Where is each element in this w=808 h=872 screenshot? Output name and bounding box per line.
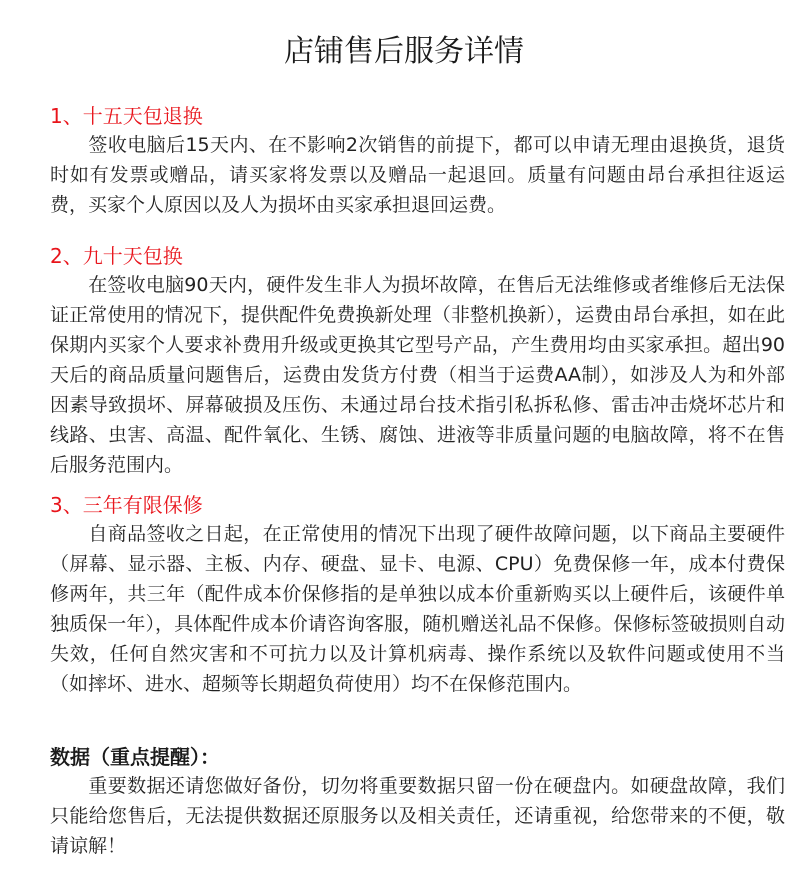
section-15-day-return bbox=[50, 102, 785, 220]
section-90-day-exchange bbox=[50, 242, 785, 480]
section-body bbox=[50, 270, 785, 480]
section-body-text: 在签收电脑90天内，硬件发生非人为损坏故障，在售后无法维修或者维修后无法保证正常使用的情况下，提供配件免费换新处理（非整机换新），运费由昂台承担，如在此保期内买家个人要求补费用升级或更换其它型号产品，产生费用均由买家承担。超出90天后的商品质量问题售后，运费由发货方付费（相当于运费AA制），如涉及人为和外部因素导致损坏、屏幕破损及压伤、未通过昂台技术指引私拆私修、雷击冲击烧坏芯片和线路、虫害、高温、配件氧化、生锈、腐蚀、进液等非质量问题的电脑故障，将不在售后服务范围内。 bbox=[50, 274, 785, 476]
section-body bbox=[50, 771, 785, 861]
section-data-reminder bbox=[50, 743, 785, 861]
section-heading: 3、三年有限保修 bbox=[50, 493, 203, 517]
section-heading: 1、十五天包退换 bbox=[50, 104, 203, 128]
section-body-text: 重要数据还请您做好备份，切勿将重要数据只留一份在硬盘内。如硬盘故障，我们只能给您售后，无法提供数据还原服务以及相关责任，还请重视，给您带来的不便，敬请谅解！ bbox=[50, 775, 785, 857]
section-body bbox=[50, 519, 785, 699]
section-body-text: 自商品签收之日起，在正常使用的情况下出现了硬件故障问题，以下商品主要硬件（屏幕、显示器、主板、内存、硬盘、显卡、电源、CPU）免费保修一年，成本付费保修两年，共三年（配件成本价保修指的是单独以成本价重新购买以上硬件后，该硬件单独质保一年），具体配件成本价请咨询客服，随机赠送礼品不保修。保修标签破损则自动失效，任何自然灾害和不可抗力以及计算机病毒、操作系统以及软件问题或使用不当（如摔坏、进水、超频等长期超负荷使用）均不在保修范围内。 bbox=[50, 523, 785, 695]
section-body-text: 签收电脑后15天内、在不影响2次销售的前提下，都可以申请无理由退换货，退货时如有发票或赠品，请买家将发票以及赠品一起退回。质量有问题由昂台承担往返运费，买家个人原因以及人为损坏由买家承担退回运费。 bbox=[50, 134, 785, 216]
section-heading: 数据（重点提醒）： bbox=[50, 745, 220, 769]
page-title: 店铺售后服务详情 bbox=[284, 34, 524, 69]
section-3-year-warranty bbox=[50, 491, 785, 699]
section-body bbox=[50, 130, 785, 220]
section-heading: 2、九十天包换 bbox=[50, 244, 183, 268]
